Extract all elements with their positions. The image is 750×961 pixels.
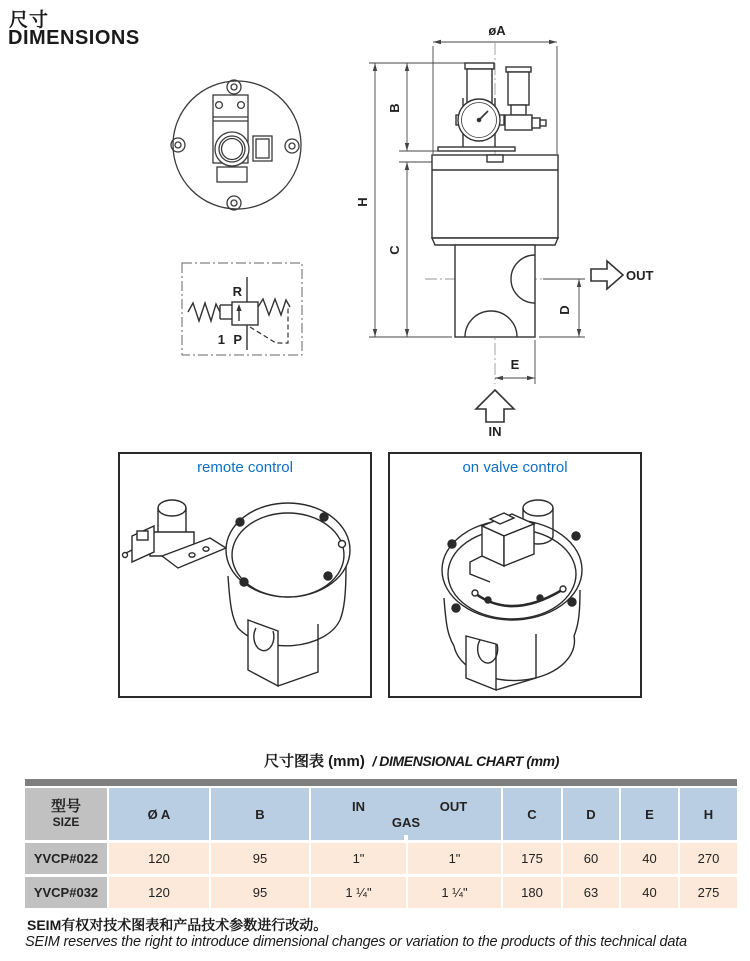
row-d: 60 xyxy=(563,843,619,874)
chart-title-zh: 尺寸图表 (mm) xyxy=(264,753,365,770)
row-out: 1" xyxy=(408,843,501,874)
schematic-label-1: 1 xyxy=(217,332,225,347)
table-header-row xyxy=(25,788,737,840)
row-dia-a: 120 xyxy=(109,843,209,874)
row-size: YVCP#022 xyxy=(25,843,107,874)
header-h: H xyxy=(680,788,737,840)
table-row xyxy=(25,877,737,908)
table-row xyxy=(25,843,737,874)
dim-label-d: D xyxy=(557,305,572,315)
header-c: C xyxy=(503,788,561,840)
right-cylinder xyxy=(506,67,531,72)
header-e: E xyxy=(621,788,678,840)
header-out: OUT xyxy=(439,798,468,814)
row-dia-a: 120 xyxy=(109,877,209,908)
on-valve-control-illustration xyxy=(390,478,640,693)
chart-title-en: / DIMENSIONAL CHART (mm) xyxy=(372,753,559,769)
bottom-block xyxy=(217,167,247,182)
row-h: 275 xyxy=(680,877,737,908)
regulator-cylinder xyxy=(465,63,494,69)
out-flow-arrow xyxy=(591,261,623,289)
row-d: 63 xyxy=(563,877,619,908)
side-fitting xyxy=(532,118,540,128)
dim-label-c: C xyxy=(387,245,402,255)
dim-label-dia-a: øA xyxy=(488,23,506,38)
remote-solenoid-assembly xyxy=(123,500,227,568)
top-view-drawing xyxy=(165,72,310,217)
schematic-label-r: R xyxy=(232,284,242,299)
schematic-label-p: P xyxy=(233,332,242,347)
body-flare xyxy=(432,238,558,245)
disclaimer-zh: SEIM有权对技术图表和产品技术参数进行改动。 xyxy=(27,917,328,933)
dimensional-chart-table xyxy=(25,779,737,911)
schematic-border xyxy=(182,263,302,355)
row-out: 1 ¼" xyxy=(408,877,501,908)
in-label: IN xyxy=(488,424,502,439)
right-spring xyxy=(258,299,290,315)
hydraulic-schematic xyxy=(178,255,308,360)
in-flow-arrow xyxy=(476,390,514,422)
header-b: B xyxy=(211,788,309,840)
header-size: 型号 SIZE xyxy=(25,788,107,840)
row-size: YVCP#032 xyxy=(25,877,107,908)
page-title-zh: 尺寸 xyxy=(9,10,50,31)
valve-square xyxy=(232,302,258,325)
port-circle xyxy=(215,132,249,166)
remote-control-title: remote control xyxy=(197,459,293,476)
table-top-bar xyxy=(25,779,737,786)
row-h: 270 xyxy=(680,843,737,874)
header-dia-a: Ø A xyxy=(109,788,209,840)
dim-label-b: B xyxy=(387,103,402,113)
body-top xyxy=(432,155,558,238)
left-spring xyxy=(188,303,220,321)
valve-3d-body xyxy=(226,503,350,686)
header-gas: GAS xyxy=(391,814,421,830)
remote-control-panel xyxy=(118,452,372,698)
dim-label-e: E xyxy=(510,357,520,372)
row-b: 95 xyxy=(211,843,309,874)
row-e: 40 xyxy=(621,877,678,908)
header-d: D xyxy=(563,788,619,840)
remote-control-illustration xyxy=(120,478,370,693)
disclaimer-en: SEIM reserves the right to introduce dimensional changes or variation to the products of this technical data xyxy=(25,934,687,950)
row-b: 95 xyxy=(211,877,309,908)
row-in: 1 ¼" xyxy=(311,877,406,908)
row-c: 175 xyxy=(503,843,561,874)
dim-label-h: H xyxy=(355,197,370,207)
mounting-plate xyxy=(438,147,515,151)
row-c: 180 xyxy=(503,877,561,908)
page-title-en: DIMENSIONS xyxy=(8,27,140,49)
header-in: IN xyxy=(352,798,365,814)
row-in: 1" xyxy=(311,843,406,874)
side-square xyxy=(253,136,272,161)
on-valve-control-title: on valve control xyxy=(462,459,568,476)
row-e: 40 xyxy=(621,843,678,874)
side-view-drawing xyxy=(355,18,655,443)
header-gas-group xyxy=(311,788,501,840)
on-valve-control-panel xyxy=(388,452,642,698)
out-label: OUT xyxy=(626,268,654,283)
pressure-gauge xyxy=(456,99,504,141)
chart-title xyxy=(25,750,738,771)
